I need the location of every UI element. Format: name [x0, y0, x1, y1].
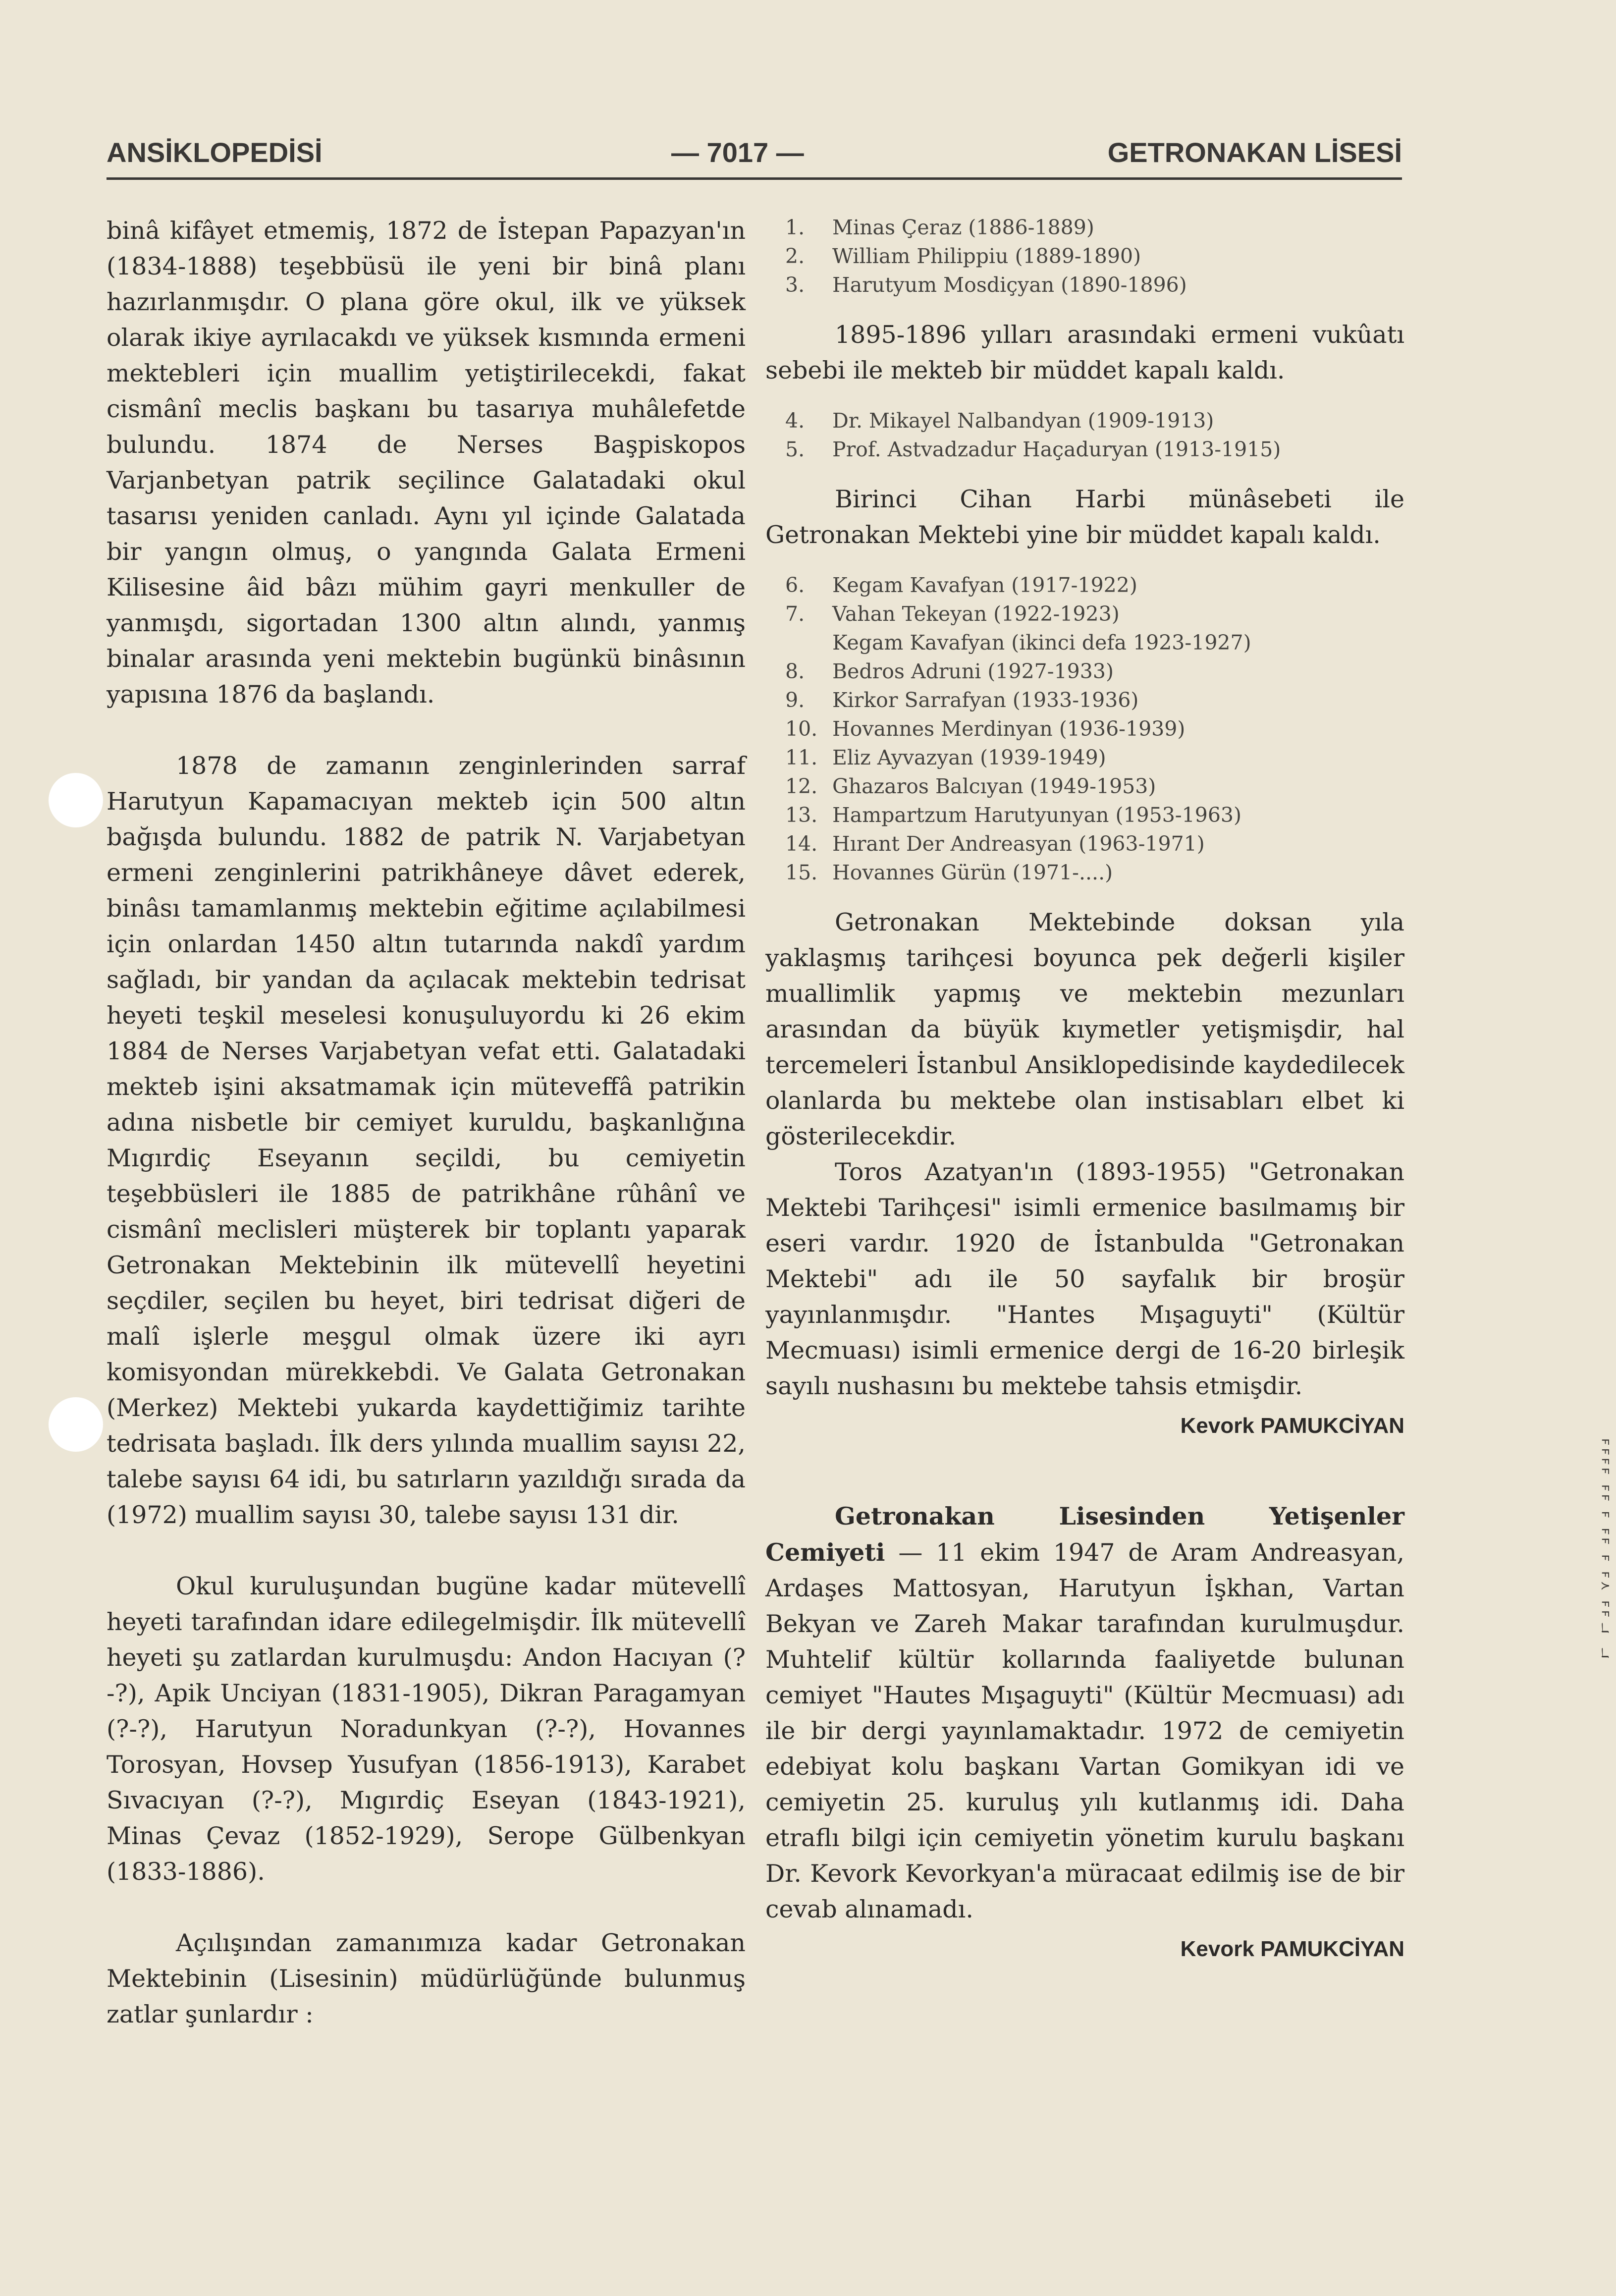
principal-item — [785, 242, 1404, 271]
item-text: Hovannes Gürün (1971-....) — [832, 861, 1113, 884]
principal-item — [785, 772, 1404, 801]
item-number: 13. — [785, 803, 818, 827]
paragraph: Okul kuruluşundan bugüne kadar mütevellî heyeti tarafından idare edilegelmişdir. İlk mütevellî heyeti şu zatlardan kurulmuşdu: Andon Hacıyan (?-?), Apik Unciyan (1831-1905), Dikran Paragamyan (?-?), Harutyun Noradunkyan (?-?), Hovannes Torosyan, Hovsep Yusufyan (1856-1913), Karabet Sıvacıyan (?-?), Mıgırdiç Eseyan (1843-1921), Minas Çevaz (1852-1929), Serope Gülbenkyan (1833-1886). — [107, 1572, 746, 1886]
principal-item — [785, 406, 1404, 435]
author-signature: Kevork PAMUKCİYAN — [1180, 1937, 1404, 1961]
right-column — [765, 213, 1404, 1967]
item-number: 11. — [785, 746, 818, 769]
paragraph: 1895-1896 yılları arasındaki ermeni vukûatı sebebi ile mekteb bir müddet kapalı kaldı. — [765, 321, 1404, 384]
principal-item — [785, 858, 1404, 887]
item-text: Hampartzum Harutyunyan (1953-1963) — [832, 803, 1241, 827]
paragraph: Açılışından zamanımıza kadar Getronakan Mektebinin (Lisesinin) müdürlüğünde bulunmuş zatlar şunlardır : — [107, 1929, 746, 2028]
item-text: Dr. Mikayel Nalbandyan (1909-1913) — [832, 409, 1214, 433]
item-text: Harutyum Mosdiçyan (1890-1896) — [832, 273, 1187, 297]
item-text: Hovannes Merdinyan (1936-1939) — [832, 717, 1185, 741]
item-number: 15. — [785, 861, 818, 884]
principal-item — [785, 686, 1404, 714]
paragraph: 1878 de zamanın zenginlerinden sarraf Harutyun Kapamacıyan mekteb için 500 altın bağışda bulundu. 1882 de patrik N. Varjabetyan ermeni zenginlerini patrikhâneye dâvet ederek, binâsı tamamlanmış mektebin eğitime açılabilmesi için onlardan 1450 altın tutarında nakdî yardım sağladı, bir yandan da açılacak mektebin tedrisat heyeti teşkil meselesi konuşuluyordu ki 26 ekim 1884 de Nerses Varjabetyan vefat etti. Galatadaki mekteb işini aksatmamak için müteveffâ patrikin adına nisbetle bir cemiyet kuruldu, başkanlığına Mıgırdiç Eseyanın seçildi, bu cemiyetin teşebbüsleri ile 1885 de patrikhâne rûhânî ve cismânî meclisleri müşterek bir toplantı yaparak Getronakan Mektebinin ilk mütevellî heyetini seçdiler, seçilen bu heyet, biri tedrisat diğeri de malî işlerle meşgul olmak üzere iki ayrı komisyondan mürekkebdi. Ve Galata Getronakan (Merkez) Mektebi yukarda kaydettiğimiz tarihte tedrisata başladı. İlk ders yılında muallim sayısı 22, talebe sayısı 64 idi, bu satırların yazıldığı sırada da (1972) muallim sayısı 30, talebe sayısı 131 dir. — [107, 752, 746, 1529]
paragraph: Getronakan Mektebinde doksan yıla yaklaşmış tarihçesi boyunca pek değerli kişiler muallimlik yapmış ve mektebin mezunları arasından da büyük kıymetler yetişmişdir, hal tercemeleri İstanbul Ansiklopedisinde kaydedilecek olanlarda bu mektebe olan instisabları elbet ki gösterilecekdir. — [765, 908, 1404, 1150]
item-number: 7. — [785, 602, 805, 626]
principal-item — [785, 271, 1404, 299]
principals-list — [785, 406, 1404, 464]
item-text: Bedros Adruni (1927-1933) — [832, 659, 1114, 683]
principal-item — [785, 829, 1404, 858]
item-number: 14. — [785, 832, 818, 856]
item-text: Hırant Der Andreasyan (1963-1971) — [832, 832, 1205, 856]
principal-item — [785, 714, 1404, 743]
page-header — [107, 130, 1402, 175]
item-text: Kegam Kavafyan (ikinci defa 1923-1927) — [832, 631, 1251, 655]
header-rule — [107, 177, 1402, 180]
principal-item — [785, 801, 1404, 829]
item-number: 1. — [785, 216, 805, 239]
principals-list — [785, 571, 1404, 887]
item-number: 9. — [785, 688, 805, 712]
item-number: 12. — [785, 774, 818, 798]
principal-item — [785, 628, 1404, 657]
margin-marks: ℸ ℸⅎⅎ ⋎ⅎ ⅎ ⅎⅎ ⅎ ⅎⅎ ⅎⅎⅎⅎ — [1598, 1435, 1613, 1660]
author-signature: Kevork PAMUKCİYAN — [1180, 1414, 1404, 1438]
principal-item — [785, 600, 1404, 628]
item-number — [785, 628, 832, 657]
item-text: Ghazaros Balcıyan (1949-1953) — [832, 774, 1156, 798]
paragraph: Toros Azatyan'ın (1893-1955) "Getronakan Mektebi Tarihçesi" isimli ermenice basılmamış bir eseri vardır. 1920 de İstanbulda "Getronakan Mektebi" adı ile 50 sayfalık bir broşür yayınlanmışdır. "Hantes Mışaguyti" (Kültür Mecmuası) isimli ermenice dergi de 16-20 birleşik sayılı nushasını bu mektebe tahsis etmişdir. — [765, 1158, 1404, 1400]
principal-item — [785, 571, 1404, 600]
item-number: 3. — [785, 273, 805, 297]
item-text: Minas Çeraz (1886-1889) — [832, 216, 1094, 239]
header-left: ANSİKLOPEDİSİ — [107, 137, 323, 168]
left-column — [107, 213, 746, 2032]
principal-item — [785, 213, 1404, 242]
principal-item — [785, 743, 1404, 772]
item-number: 6. — [785, 573, 805, 597]
item-text: Vahan Tekeyan (1922-1923) — [832, 602, 1120, 626]
item-text: Eliz Ayvazyan (1939-1949) — [832, 746, 1106, 769]
item-text: William Philippiu (1889-1890) — [832, 244, 1141, 268]
item-number: 10. — [785, 717, 818, 741]
principals-list — [785, 213, 1404, 299]
item-text: Kirkor Sarrafyan (1933-1936) — [832, 688, 1139, 712]
item-number: 5. — [785, 437, 805, 461]
item-number: 2. — [785, 244, 805, 268]
principal-item — [785, 657, 1404, 686]
principal-item — [785, 435, 1404, 464]
entry-text: — 11 ekim 1947 de Aram Andreasyan, Ardaşes Mattosyan, Harutyun İşkhan, Vartan Bekyan ve Zareh Makar tarafından kurulmuşdur. Muhtelif kültür kollarında faaliyetde bulunan cemiyet "Hautes Mışaguyti" (Kültür Mecmuası) adı ile bir dergi yayınlamaktadır. 1972 de cemiyetin edebiyat kolu başkanı Vartan Gomikyan idi ve cemiyetin 25. kuruluş yılı kutlanmış idi. Daha etraflı bilgi için cemiyetin yönetim kurulu başkanı Dr. Kevork Kevorkyan'a müracaat edilmiş ise de bir cevab alınamadı. — [765, 1538, 1404, 1923]
item-number: 8. — [785, 659, 805, 683]
page-number: — 7017 — — [671, 137, 804, 168]
punch-hole — [49, 773, 103, 827]
paragraph: binâ kifâyet etmemiş, 1872 de İstepan Papazyan'ın (1834-1888) teşebbüsü ile yeni bir binâ planı hazırlanmışdır. O plana göre okul, ilk ve yüksek olarak ikiye ayrılacakdı ve yüksek kısmında ermeni mektebleri için muallim yetiştirilecekdi, fakat cismânî meclis başkanı bu tasarıya muhâlefetde bulundu. 1874 de Nerses Başpiskopos Varjanbetyan patrik seçilince Galatadaki okul tasarısı yeniden canladı. Aynı yıl içinde Galatada bir yangın olmuş, o yangında Galata Ermeni Kilisesine âid bâzı mühim gayri menkuller de yanmışdı, sigortadan 1300 altın alındı, yanmış binalar arasında yeni mektebin bugünkü binâsının yapısına 1876 da başlandı. — [107, 217, 746, 709]
item-number: 4. — [785, 409, 805, 433]
item-text: Prof. Astvadzadur Haçaduryan (1913-1915) — [832, 437, 1281, 461]
item-text: Kegam Kavafyan (1917-1922) — [832, 573, 1137, 597]
punch-hole — [49, 1397, 103, 1452]
header-right: GETRONAKAN LİSESİ — [1107, 137, 1402, 168]
paragraph: Birinci Cihan Harbi münâsebeti ile Getronakan Mektebi yine bir müddet kapalı kaldı. — [765, 485, 1404, 549]
entry-paragraph — [765, 1498, 1404, 1927]
entry-title: Getronakan Lisesinden Yetişenler Cemiyeti — [765, 1502, 1404, 1567]
